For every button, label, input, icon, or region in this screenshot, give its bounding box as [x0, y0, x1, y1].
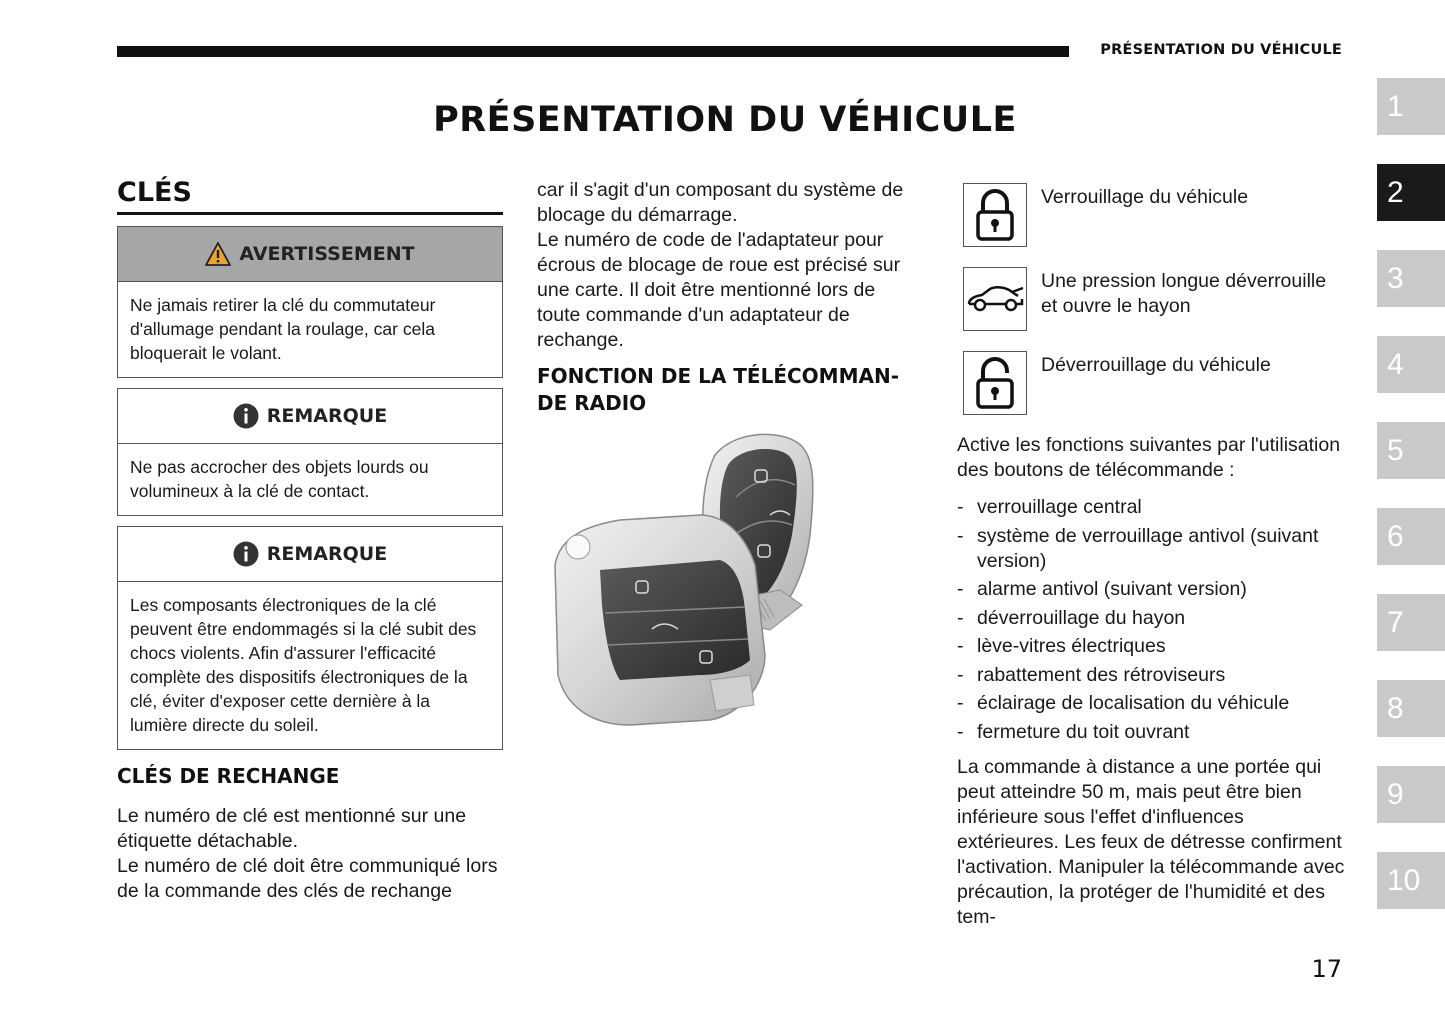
- range-paragraph: La commande à distance a une portée qui peut atteindre 50 m, mais peut être bien inférieure sous l'effet d'influences extérieures. Les feux de détresse confirment l'activation. Manipuler la télécommande avec précaution, la protéger de l'humidité et des tem-: [957, 755, 1345, 928]
- warning-title: AVERTISSEMENT: [239, 243, 415, 265]
- list-item: - alarme antivol (suivant version): [957, 578, 1247, 600]
- chapter-tab-9[interactable]: 9: [1377, 766, 1445, 823]
- running-head: PRÉSENTATION DU VÉHICULE: [1100, 42, 1342, 58]
- list-item: - éclairage de localisation du véhicule: [957, 692, 1290, 714]
- list-item: - système de verrouillage antivol (suivant version): [957, 524, 1319, 572]
- lock-open-icon: [963, 351, 1027, 415]
- icon-row-unlock: [957, 351, 1345, 419]
- middle-paragraph-2: Le numéro de code de l'adaptateur pour écrous de blocage de roue est précisé sur une carte. Il doit être mentionné lors de toute commande d'un adaptateur de rechange.: [537, 229, 901, 351]
- chapter-tab-8[interactable]: 8: [1377, 680, 1445, 737]
- spare-keys-paragraph-2: Le numéro de clé doit être communiqué lors de la commande des clés de rechange: [117, 855, 498, 902]
- chapter-tab-3[interactable]: 3: [1377, 250, 1445, 307]
- list-item: - fermeture du toit ouvrant: [957, 720, 1190, 743]
- functions-intro: Active les fonctions suivantes par l'utilisation des boutons de télécommande :: [957, 434, 1341, 481]
- warning-box: [117, 226, 503, 378]
- note-header-2: [118, 527, 502, 582]
- note-title-2: REMARQUE: [266, 543, 388, 565]
- chapter-tab-5[interactable]: 5: [1377, 422, 1445, 479]
- subsection-title-spare-keys: CLÉS DE RECHANGE: [117, 764, 340, 788]
- column-middle: [537, 178, 922, 417]
- remote-title-line-1: FONCTION DE LA TÉLÉCOMMAN-: [537, 364, 899, 388]
- icon-label-unlock: Déverrouillage du véhicule: [1041, 354, 1271, 376]
- remote-keys-illustration: [540, 425, 920, 735]
- spare-keys-paragraph-1: Le numéro de clé est mentionné sur une étiquette détachable.: [117, 805, 467, 852]
- warning-text: Ne jamais retirer la clé du commutateur d'allumage pendant la roulage, car cela bloquerait le volant.: [130, 295, 436, 363]
- info-icon: [233, 403, 259, 429]
- info-icon: [233, 541, 259, 567]
- subsection-title-remote: [537, 363, 922, 417]
- section-title-keys: CLÉS: [117, 177, 192, 208]
- page-title: PRÉSENTATION DU VÉHICULE: [433, 100, 1017, 140]
- note-text-1: Ne pas accrocher des objets lourds ou volumineux à la clé de contact.: [130, 457, 429, 501]
- chapter-tab-6[interactable]: 6: [1377, 508, 1445, 565]
- lock-closed-icon: [963, 183, 1027, 247]
- page-number: 17: [1311, 955, 1342, 983]
- note-text-2: Les composants électroniques de la clé peuvent être endommagés si la clé subit des chocs violents. Afin d'assurer l'efficacité complète des dispositifs électroniques de la clé, éviter d'exposer cette dernière à la lumière directe du soleil.: [130, 595, 477, 735]
- column-left: [117, 176, 503, 904]
- list-item: - verrouillage central: [957, 496, 1142, 518]
- icon-row-trunk: [957, 267, 1345, 335]
- section-rule: [117, 212, 503, 215]
- note-header-1: [118, 389, 502, 444]
- chapter-tab-7[interactable]: 7: [1377, 594, 1445, 651]
- functions-list: [957, 495, 1345, 745]
- list-item: - lève-vitres électriques: [957, 635, 1166, 657]
- chapter-tab-2[interactable]: 2: [1377, 164, 1445, 221]
- note-box-2: [117, 526, 503, 750]
- middle-paragraph-1: car il s'agit d'un composant du système de blocage du démarrage.: [537, 179, 904, 226]
- list-item: - déverrouillage du hayon: [957, 606, 1186, 629]
- icon-label-trunk: Une pression longue déverrouille et ouvre le hayon: [1041, 270, 1327, 317]
- header-rule: [117, 46, 1069, 57]
- icon-label-lock: Verrouillage du véhicule: [1041, 186, 1249, 208]
- note-box-1: [117, 388, 503, 516]
- chapter-tab-1[interactable]: 1: [1377, 78, 1445, 135]
- warning-triangle-icon: [205, 242, 231, 266]
- chapter-tab-10[interactable]: 10: [1377, 852, 1445, 909]
- column-right: [957, 183, 1345, 930]
- car-trunk-icon: [963, 267, 1027, 331]
- list-item: - rabattement des rétroviseurs: [957, 663, 1226, 686]
- icon-row-lock: [957, 183, 1345, 251]
- chapter-tab-4[interactable]: 4: [1377, 336, 1445, 393]
- key-flip-left: [555, 515, 765, 725]
- note-title-1: REMARQUE: [266, 405, 388, 427]
- remote-title-line-2: DE RADIO: [537, 391, 647, 415]
- warning-header: [118, 227, 502, 282]
